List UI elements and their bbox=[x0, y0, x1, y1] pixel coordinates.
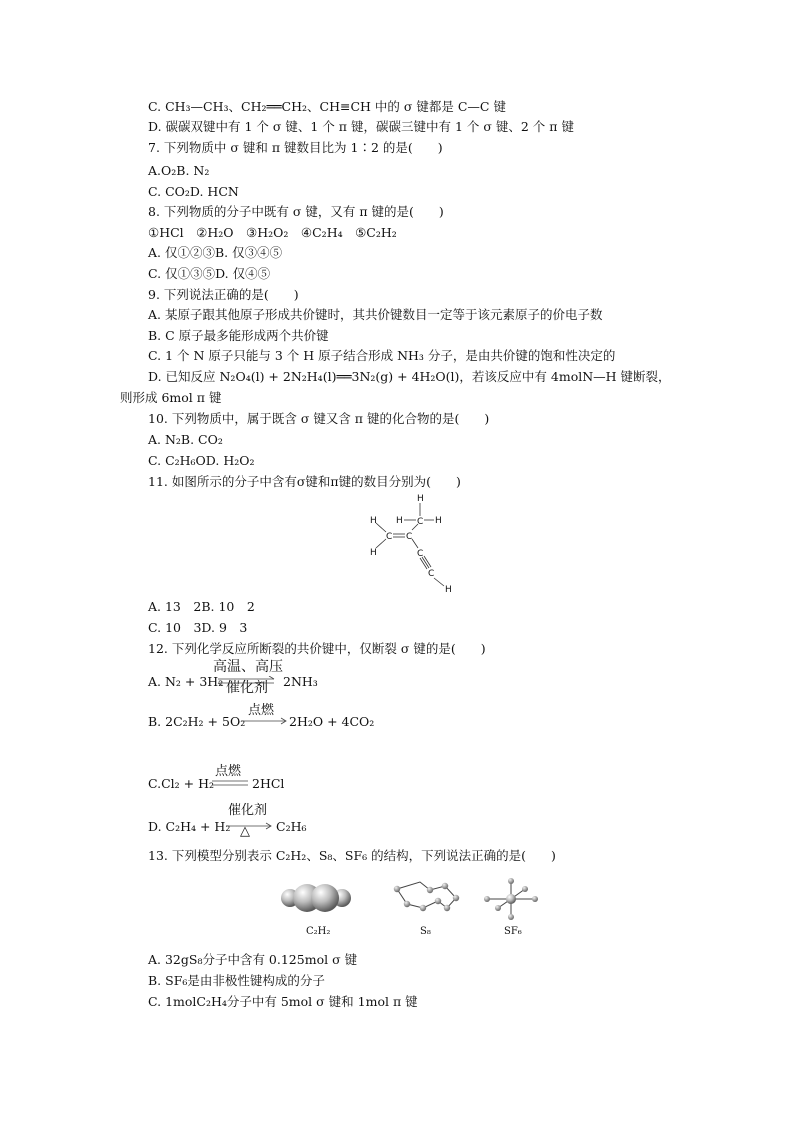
atom-c-methyl: C bbox=[417, 517, 424, 527]
q10-stem: 10. 下列物质中，属于既含 σ 键又含 π 键的化合物的是( ) bbox=[148, 411, 490, 426]
q8-options-ab: A. 仅①②③B. 仅③④⑤ bbox=[148, 245, 283, 260]
atom-h-bottom: H bbox=[445, 585, 452, 595]
models-figure bbox=[270, 874, 570, 940]
q9-option-b: B. C 原子最多能形成两个共价键 bbox=[148, 328, 329, 343]
q13-option-a: A. 32gS₈分子中含有 0.125mol σ 键 bbox=[148, 952, 358, 967]
sf6-model bbox=[484, 878, 538, 920]
atom-h-methyl-left: H bbox=[396, 516, 403, 526]
reaction-a-left: A. N₂ + 3H₂ bbox=[148, 674, 224, 689]
reaction-a-cond-bottom: 催化剂 bbox=[226, 680, 268, 696]
q7-stem: 7. 下列物质中 σ 键和 π 键数目比为 1∶2 的是( ) bbox=[148, 140, 443, 155]
reaction-a-cond-top: 高温、高压 bbox=[213, 659, 283, 675]
reaction-c-equals-sign bbox=[212, 779, 248, 787]
q6-option-d: D. 碳碳双键中有 1 个 σ 键、1 个 π 键，碳碳三键中有 1 个 σ 键、2 个 π 键 bbox=[148, 119, 574, 134]
reaction-b-right: 2H₂O + 4CO₂ bbox=[289, 714, 375, 729]
s8-label: S₈ bbox=[420, 926, 431, 937]
q9-option-a: A. 某原子跟其他原子形成共价键时，其共价键数目一定等于该元素原子的价电子数 bbox=[148, 307, 603, 322]
q6-option-c: C. CH₃—CH₃、CH₂══CH₂、CH≡CH 中的 σ 键都是 C—C 键 bbox=[148, 99, 506, 114]
atom-h-left-top: H bbox=[370, 516, 377, 526]
q8-stem: 8. 下列物质的分子中既有 σ 键，又有 π 键的是( ) bbox=[148, 204, 444, 219]
q9-option-c: C. 1 个 N 原子只能与 3 个 H 原子结合形成 NH₃ 分子，是由共价键的饱和性决定的 bbox=[148, 348, 616, 363]
reaction-b-cond: 点燃 bbox=[248, 703, 275, 718]
q10-options-ab: A. N₂B. CO₂ bbox=[148, 432, 223, 447]
q7-options-cd: C. CO₂D. HCN bbox=[148, 184, 239, 199]
q7-options-ab: A.O₂B. N₂ bbox=[148, 163, 210, 178]
q8-substances: ①HCl ②H₂O ③H₂O₂ ④C₂H₄ ⑤C₂H₂ bbox=[148, 225, 397, 240]
q11-options-cd: C. 10 3D. 9 3 bbox=[148, 620, 248, 635]
reaction-a-equilibrium-arrow bbox=[216, 676, 278, 686]
reaction-d-left: D. C₂H₄ + H₂ bbox=[148, 819, 231, 834]
atom-h-top: H bbox=[417, 494, 424, 504]
atom-c-left: C bbox=[386, 532, 393, 542]
q13-stem: 13. 下列模型分别表示 C₂H₂、S₈、SF₆ 的结构，下列说法正确的是( ) bbox=[148, 848, 556, 863]
atom-c-terminal: C bbox=[428, 569, 435, 579]
s8-model bbox=[394, 882, 459, 911]
q8-options-cd: C. 仅①③⑤D. 仅④⑤ bbox=[148, 266, 271, 281]
q9-option-d-cont: 则形成 6mol π 键 bbox=[120, 390, 222, 405]
q12-stem: 12. 下列化学反应所断裂的共价键中，仅断裂 σ 键的是( ) bbox=[148, 641, 486, 656]
q10-options-cd: C. C₂H₆OD. H₂O₂ bbox=[148, 453, 255, 468]
atom-h-methyl-right: H bbox=[435, 516, 442, 526]
c2h2-label: C₂H₂ bbox=[306, 926, 331, 937]
q11-options-ab: A. 13 2B. 10 2 bbox=[148, 599, 255, 614]
molecule-figure bbox=[360, 490, 460, 598]
reaction-b-arrow bbox=[240, 716, 290, 726]
reaction-d-cond-top: 催化剂 bbox=[228, 803, 268, 818]
q13-option-c: C. 1molC₂H₄分子中有 5mol σ 键和 1mol π 键 bbox=[148, 994, 418, 1009]
reaction-c-left: C.Cl₂ + H₂ bbox=[148, 776, 214, 791]
reaction-d-cond-bottom: △ bbox=[240, 824, 250, 839]
q9-stem: 9. 下列说法正确的是( ) bbox=[148, 287, 299, 302]
reaction-b-left: B. 2C₂H₂ + 5O₂ bbox=[148, 714, 246, 729]
reaction-c-cond: 点燃 bbox=[215, 764, 242, 779]
reaction-d-arrow bbox=[225, 821, 275, 831]
atom-c-center: C bbox=[406, 532, 413, 542]
c2h2-model bbox=[281, 884, 351, 912]
sf6-label: SF₆ bbox=[504, 926, 522, 937]
q9-option-d: D. 已知反应 N₂O₄(l) + 2N₂H₄(l)══3N₂(g) + 4H₂O(l)，若该反应中有 4molN—H 键断裂， bbox=[148, 369, 671, 384]
reaction-c-right: 2HCl bbox=[252, 776, 285, 791]
reaction-d-right: C₂H₆ bbox=[276, 819, 307, 834]
atom-h-left-bottom: H bbox=[370, 548, 377, 558]
reaction-a-right: 2NH₃ bbox=[283, 674, 318, 689]
atom-c-chain: C bbox=[417, 549, 424, 559]
q11-stem: 11. 如图所示的分子中含有σ键和π键的数目分别为( ) bbox=[148, 474, 461, 489]
q13-option-b: B. SF₆是由非极性键构成的分子 bbox=[148, 973, 325, 988]
